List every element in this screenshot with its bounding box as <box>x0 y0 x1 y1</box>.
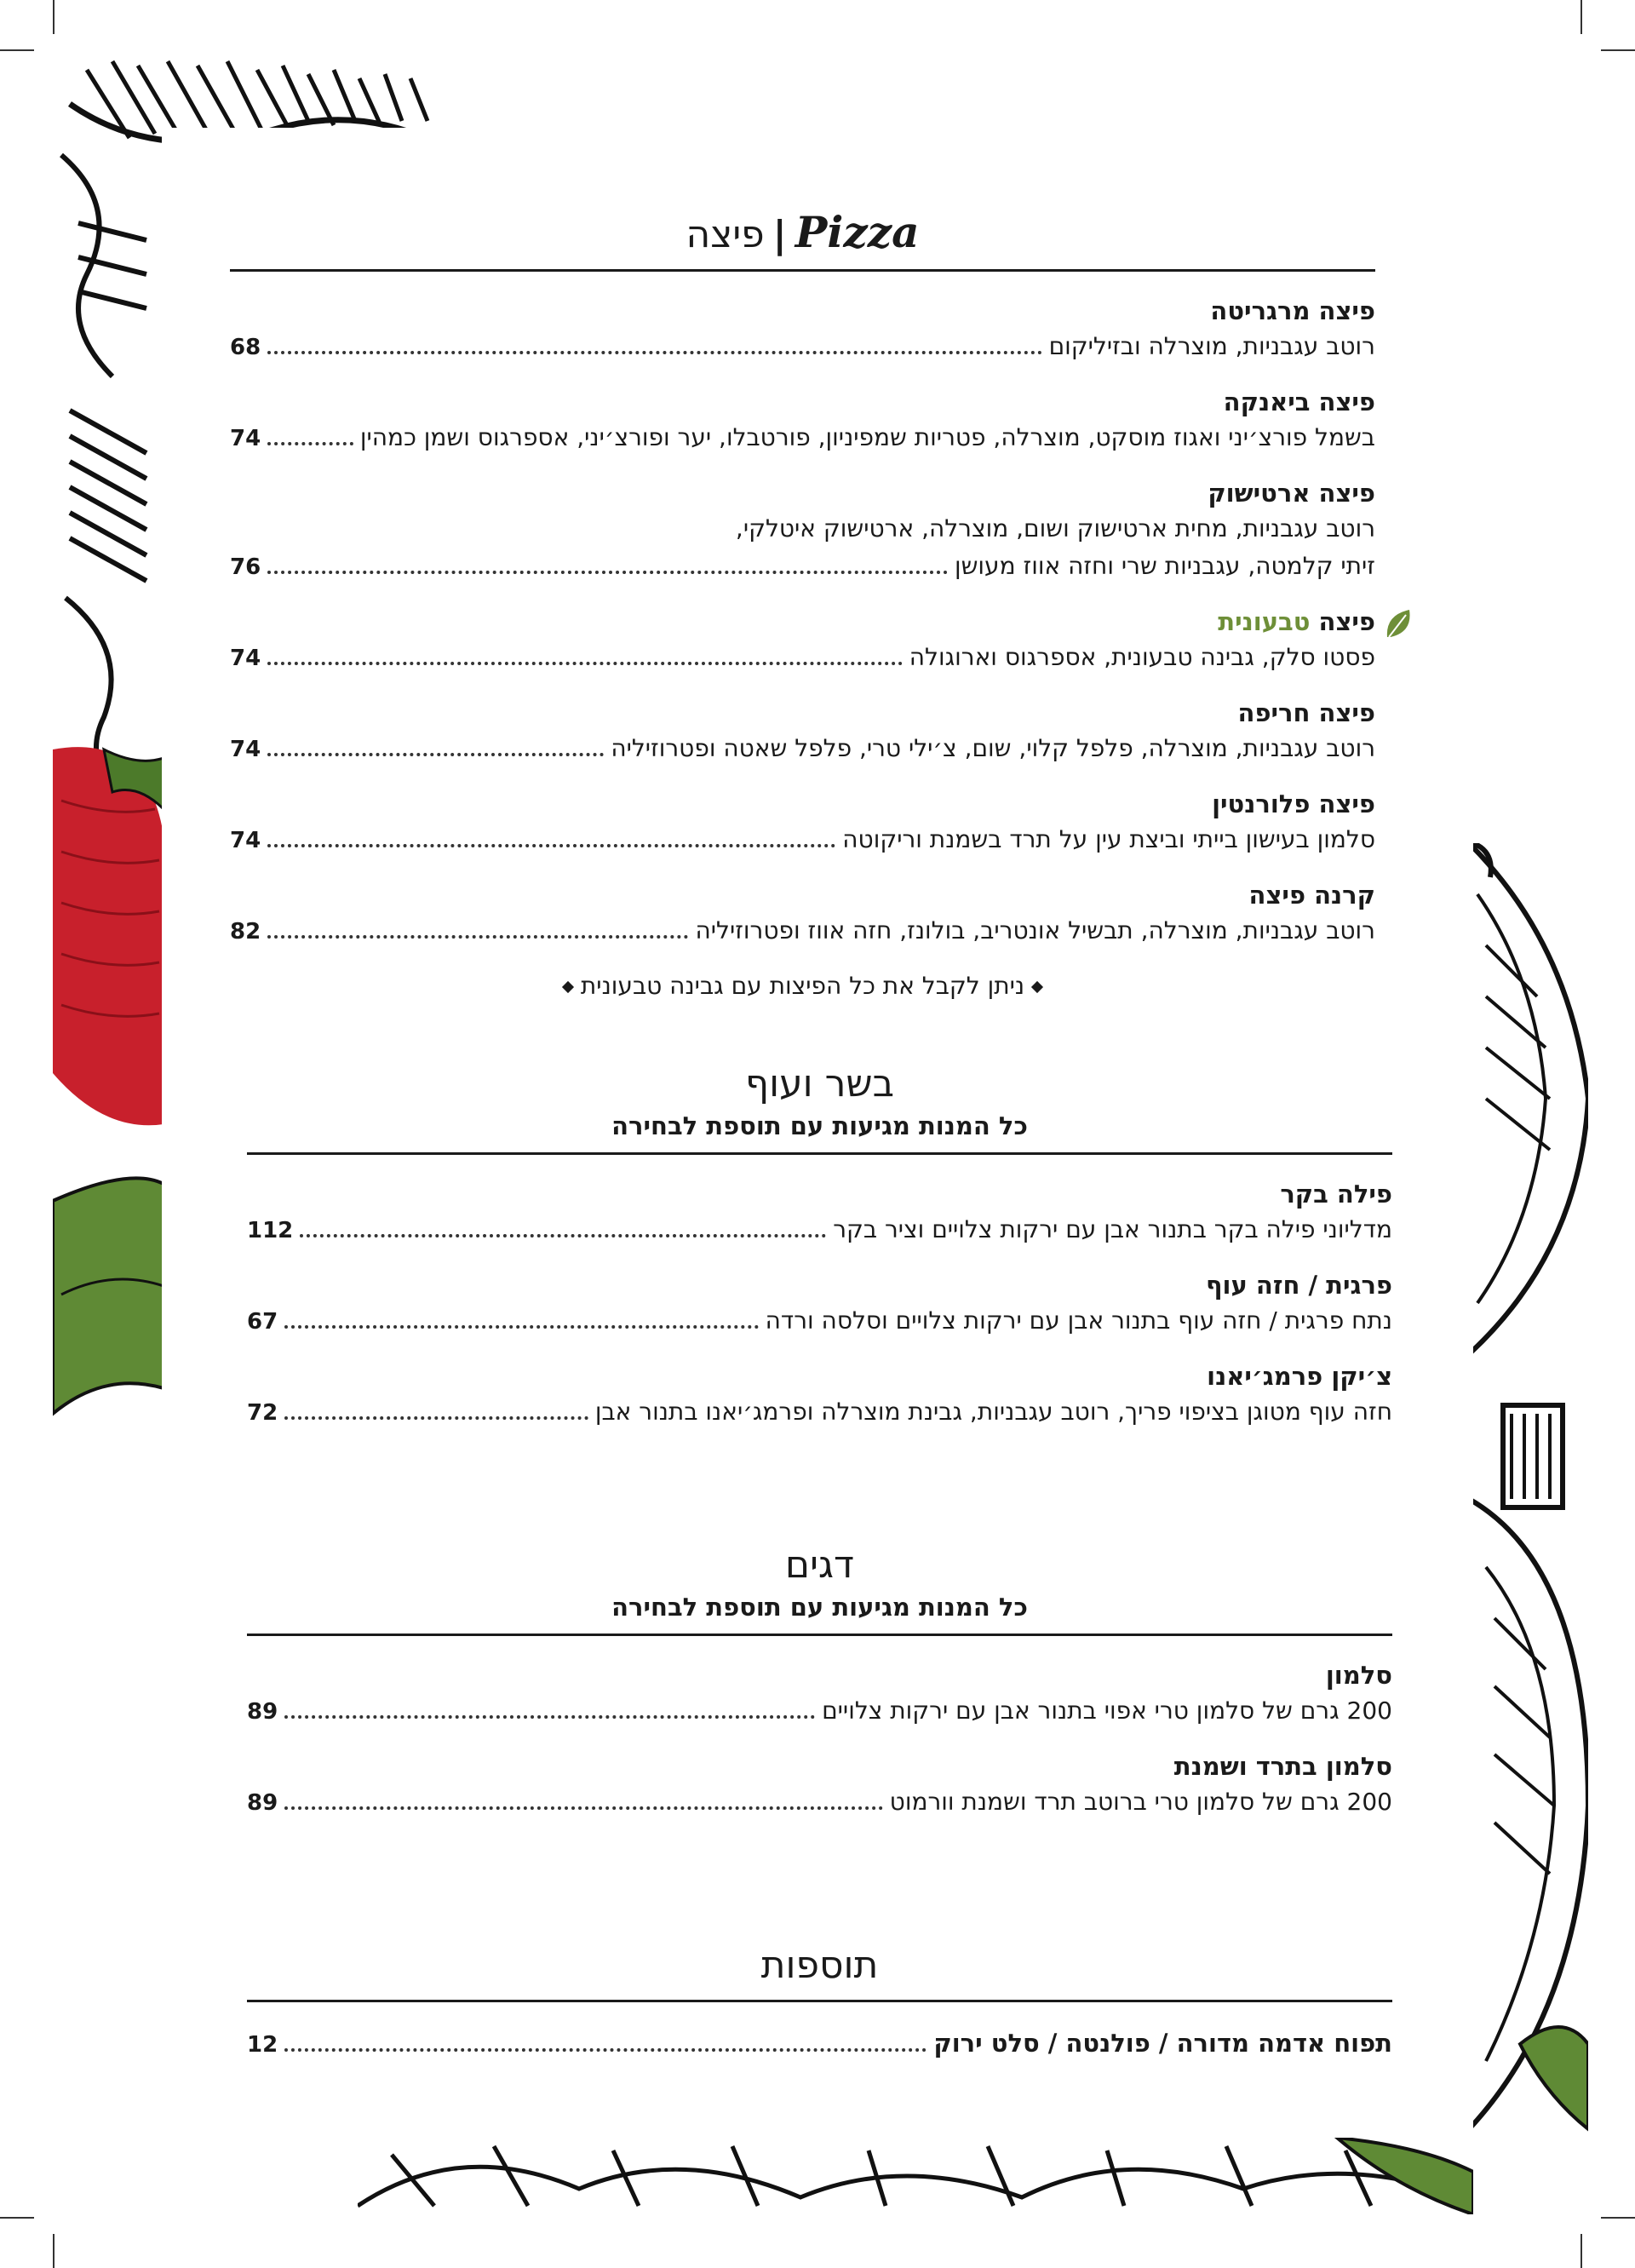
garlic-illustration <box>1469 843 1588 1354</box>
menu-item <box>230 787 1375 859</box>
sides-title: תוספות <box>760 1944 879 1987</box>
item-name: פיצה ארטישוק <box>1208 479 1375 508</box>
green-leaf-illustration <box>53 1167 164 1422</box>
garlic-bulb-illustration <box>1469 1397 1588 2146</box>
item-price: 89 <box>247 1790 278 1816</box>
pizza-note: ניתן לקבל את כל הפיצות עם גבינה טבעונית <box>230 969 1375 1003</box>
leaf-icon <box>1384 606 1414 640</box>
dot-leader <box>267 442 353 445</box>
dot-leader <box>284 1325 758 1329</box>
menu-item <box>247 1749 1392 1822</box>
item-description: רוטב עגבניות, מוצרלה ובזיליקום 68 <box>230 328 1375 366</box>
menu-item <box>230 476 1375 586</box>
dot-leader <box>267 662 903 665</box>
menu-item-vegan <box>230 605 1375 677</box>
item-description: 200 גרם של סלמון טרי ברוטב תרד ושמנת וורמוט 89 <box>247 1783 1392 1822</box>
fish-title: דגים <box>784 1543 855 1587</box>
crop-mark <box>1580 2234 1582 2268</box>
item-name: פרגית / חזה עוף <box>1205 1271 1392 1300</box>
item-price: 76 <box>230 554 261 580</box>
item-name: פיצה חריפה <box>1237 698 1375 727</box>
fish-subtitle: כל המנות מגיעות עם תוספת לבחירה <box>611 1593 1028 1622</box>
crop-mark <box>1580 0 1582 34</box>
dot-leader <box>267 935 688 939</box>
item-description: פסטו סלק, גבינה טבעונית, אספרגוס וארוגולה 74 <box>230 639 1375 677</box>
item-price: 74 <box>230 426 261 451</box>
fish-section <box>247 1542 1392 1840</box>
diamond-icon <box>1031 981 1043 993</box>
title-separator: | <box>772 213 787 256</box>
item-name: צ׳יקן פרמג׳יאנו <box>1207 1362 1392 1391</box>
item-description: רוטב עגבניות, מחית ארטישוק ושום, מוצרלה, ארטישוק איטלקי, <box>735 514 1375 543</box>
menu-item <box>230 385 1375 457</box>
item-description: רוטב עגבניות, מוצרלה, פלפל קלוי, שום, צ׳ילי טרי, פלפל שאטה ופטרוזיליה 74 <box>230 730 1375 768</box>
sketch-leaves-bottom <box>358 2138 1473 2214</box>
section-rule <box>247 2000 1392 2002</box>
item-name: פיצה פלורנטין <box>1212 789 1375 818</box>
dot-leader <box>284 1416 588 1420</box>
item-price: 112 <box>247 1218 294 1243</box>
crop-mark <box>1601 2217 1635 2219</box>
diamond-icon <box>562 981 574 993</box>
item-description: מדליוני פילה בקר בתנור אבן עם ירקות צלויים וציר בקר 112 <box>247 1211 1392 1249</box>
pizza-heading <box>230 209 1375 259</box>
item-price: 89 <box>247 1699 278 1725</box>
pizza-title-he: פיצה <box>686 213 765 256</box>
pizza-title-en: Pizza <box>795 207 920 257</box>
meat-section <box>247 1060 1392 1450</box>
sides-line: תפוח אדמה מדורה / פולנטה / סלט ירוק 12 <box>247 2024 1392 2064</box>
dot-leader <box>284 2048 926 2052</box>
menu-item <box>247 1359 1392 1432</box>
vegan-label: טבעונית <box>1218 607 1311 636</box>
item-name: פיצה ביאנקה <box>1223 388 1375 416</box>
item-name: סלמון בתרד ושמנת <box>1173 1752 1392 1781</box>
dot-leader <box>267 753 604 756</box>
dot-leader <box>300 1234 826 1237</box>
tomato-illustration <box>53 732 164 1175</box>
dot-leader <box>284 1715 815 1719</box>
item-description: בשמל פורצ׳יני ואגוז מוסקט, מוצרלה, פטריות שמפיניון, פורטבלו, יער ופורצ׳יני, אספרגוס ושמן כמהין 74 <box>230 419 1375 457</box>
item-description: חזה עוף מטוגן בציפוי פריך, רוטב עגבניות, גבינת מוצרלה ופרמג׳יאנו בתנור אבן 72 <box>247 1393 1392 1432</box>
crop-mark <box>53 2234 54 2268</box>
section-rule <box>247 1634 1392 1636</box>
item-description: רוטב עגבניות, מוצרלה, תבשיל אונטריב, בולונז, חזה אווז ופטרוזיליה 82 <box>230 912 1375 950</box>
crop-mark <box>1601 49 1635 51</box>
menu-item <box>247 1658 1392 1731</box>
dot-leader <box>284 1806 882 1810</box>
item-price: 74 <box>230 737 261 762</box>
item-name: פילה בקר <box>1280 1180 1392 1209</box>
section-rule <box>230 269 1375 272</box>
item-price: 74 <box>230 646 261 671</box>
crop-mark <box>0 2217 34 2219</box>
item-description: נתח פרגית / חזה עוף בתנור אבן עם ירקות צלויים וסלסה ורדה 67 <box>247 1302 1392 1341</box>
item-price: 82 <box>230 919 261 945</box>
section-rule <box>247 1152 1392 1155</box>
menu-item <box>230 294 1375 366</box>
item-price: 72 <box>247 1400 278 1426</box>
menu-item <box>247 1268 1392 1341</box>
dot-leader <box>267 844 835 847</box>
item-price: 68 <box>230 335 261 360</box>
crop-mark <box>0 49 34 51</box>
dot-leader <box>267 571 948 574</box>
menu-item <box>230 696 1375 768</box>
item-name: סלמון <box>1325 1661 1392 1690</box>
item-price: 67 <box>247 1309 278 1335</box>
item-description: 200 גרם של סלמון טרי אפוי בתנור אבן עם ירקות צלויים 89 <box>247 1692 1392 1731</box>
menu-item <box>247 1177 1392 1249</box>
sides-section <box>247 1942 1392 2064</box>
item-description: זיתי קלמטה, עגבניות שרי וחזה אווז מעושן 76 <box>230 548 1375 586</box>
crop-mark <box>53 0 54 34</box>
item-name: פיצה טבעונית <box>1218 607 1375 636</box>
dot-leader <box>267 351 1041 354</box>
meat-title: בשר ועוף <box>744 1062 895 1105</box>
item-name: פיצה מרגריטה <box>1210 296 1375 325</box>
item-description: סלמון בעישון בייתי וביצת עין על תרד בשמנת וריקוטה 74 <box>230 821 1375 859</box>
sides-price: 12 <box>247 2032 278 2058</box>
pizza-section <box>230 209 1375 1003</box>
item-name: קרנה פיצה <box>1248 881 1375 910</box>
menu-item <box>230 878 1375 950</box>
item-price: 74 <box>230 828 261 853</box>
meat-subtitle: כל המנות מגיעות עם תוספת לבחירה <box>611 1111 1028 1140</box>
